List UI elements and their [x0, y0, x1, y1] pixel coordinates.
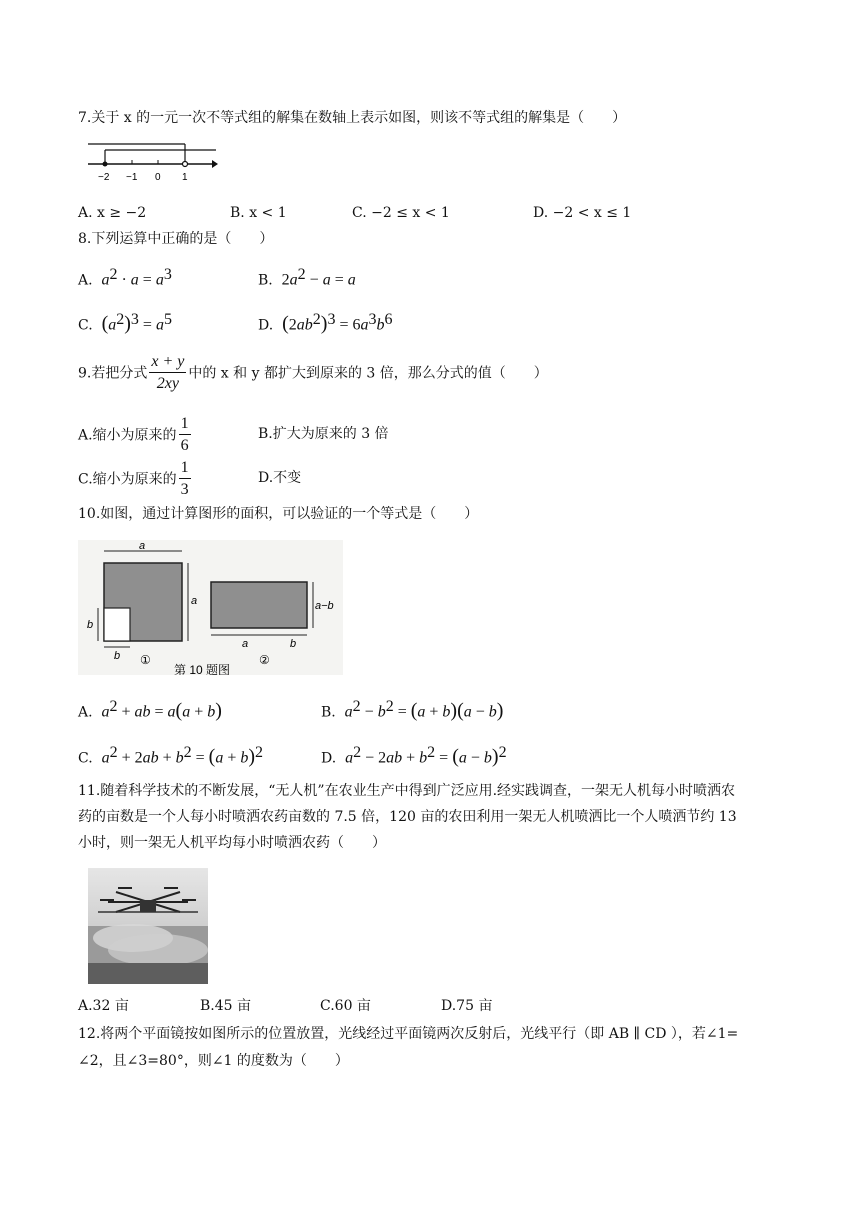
label-b: b [290, 638, 297, 650]
fraction-numerator: 1 [179, 458, 191, 479]
label-b: b [87, 619, 94, 631]
solid-dot-minus2 [103, 162, 108, 167]
q11-option-b[interactable]: B.45 亩 [200, 998, 252, 1014]
q8-option-b[interactable]: B. $2a^2 - a = a$ [258, 266, 356, 289]
option-letter: A. [78, 704, 93, 721]
q11-option-d[interactable]: D.75 亩 [441, 998, 493, 1014]
q9-stem-suffix: 中的 x 和 y 都扩大到原来的 3 倍，那么分式的值（ ） [188, 365, 548, 382]
q10-option-c[interactable]: C. $a^2 + 2ab + b^2 = (a + b)^2$ [78, 744, 264, 768]
q10-option-a[interactable]: A. $a^2$ + ab = a(a + b) [78, 698, 222, 722]
tick-label: −2 [98, 172, 110, 183]
tick-label: 0 [155, 172, 161, 183]
label-figure-2: ② [259, 653, 270, 667]
q9-stem-prefix: 9.若把分式 [78, 365, 148, 382]
axis-arrow [212, 160, 218, 168]
q11-drone-photo [88, 868, 208, 984]
fraction-numerator: x + y [149, 352, 186, 373]
q7-stem: 7.关于 x 的一元一次不等式组的解集在数轴上表示如图，则该不等式组的解集是（ ） [78, 110, 627, 126]
q7-option-c[interactable]: C. −2 ≤ x < 1 [352, 205, 450, 221]
q12-line-1: 12.将两个平面镜按如图所示的位置放置，光线经过平面镜两次反射后，光线平行（即 AB ∥ CD ），若∠1= [78, 1026, 739, 1042]
q7-option-d[interactable]: D. −2 < x ≤ 1 [533, 205, 632, 221]
q9-fraction [149, 352, 186, 395]
q9-option-d[interactable]: D.不变 [258, 470, 302, 486]
q7-option-a[interactable]: A. x ≥ −2 [78, 205, 147, 221]
q10-option-d[interactable]: D. $a^2 - 2ab + b^2 = (a - b)^2$ [321, 744, 507, 768]
q7-number-line-figure [86, 140, 218, 188]
q8-option-a[interactable]: A. $a^2 \cdot a = a^3$ [78, 266, 172, 289]
q8-option-c[interactable]: C. $(a^2)^3 = a^5$ [78, 311, 172, 335]
option-text: C.缩小为原来的 [78, 471, 177, 488]
q9-option-b[interactable]: B.扩大为原来的 3 倍 [258, 426, 389, 442]
label-a: a [139, 540, 146, 552]
label-figure-1: ① [140, 653, 151, 667]
q10-stem: 10.如图，通过计算图形的面积，可以验证的一个等式是（ ） [78, 506, 479, 522]
rectangle [211, 582, 307, 628]
option-letter: B. [258, 272, 273, 289]
drone-body [140, 900, 156, 912]
q11-line-3: 小时，则一架无人机平均每小时喷洒农药（ ） [78, 835, 386, 851]
q9-option-c[interactable] [78, 458, 193, 501]
fraction-denominator: 6 [180, 437, 189, 454]
option-letter: A. [78, 272, 93, 289]
option-letter: B. [321, 704, 336, 721]
q11-option-a[interactable]: A.32 亩 [78, 998, 129, 1014]
fraction-denominator: 2xy [156, 375, 179, 392]
q11-line-2: 药的亩数是一个人每小时喷洒农药亩数的 7.5 倍，120 亩的农田利用一架无人机喷洒比一个人喷洒节约 13 [78, 809, 737, 825]
label-a: a [242, 638, 249, 650]
q7-option-b[interactable]: B. x < 1 [230, 205, 287, 221]
label-a-minus-b: a−b [315, 600, 334, 612]
figure-caption: 第 10 题图 [174, 663, 231, 675]
q10-area-figure [78, 540, 343, 675]
q11-line-1: 11.随着科学技术的不断发展，“无人机”在农业生产中得到广泛应用.经实践调查，一架无人机每小时喷洒农 [78, 783, 736, 799]
q12-line-2: ∠2，且∠3=80°，则∠1 的度数为（ ） [78, 1053, 349, 1069]
q8-stem: 8.下列运算中正确的是（ ） [78, 231, 274, 247]
q11-option-c[interactable]: C.60 亩 [320, 998, 371, 1014]
option-letter: D. [258, 317, 274, 334]
label-a: a [191, 595, 198, 607]
small-square [104, 608, 130, 641]
q9-stem [78, 352, 548, 395]
q8-option-d[interactable]: D. $(2ab^2)^3 = 6a^3b^6$ [258, 311, 393, 335]
option-letter: D. [321, 750, 337, 767]
option-letter: C. [78, 750, 93, 767]
option-letter: C. [78, 317, 93, 334]
q10-option-b[interactable]: B. $a^2 - b^2 = (a + b)(a - b)$ [321, 698, 504, 722]
open-dot-1 [183, 162, 188, 167]
tick-label: −1 [126, 172, 138, 183]
fraction-numerator: 1 [179, 414, 191, 435]
option-text: A.缩小为原来的 [78, 427, 177, 444]
tick-label: 1 [182, 172, 188, 183]
fraction-denominator: 3 [180, 481, 189, 498]
label-b: b [114, 650, 121, 662]
q9-option-a[interactable] [78, 414, 193, 457]
